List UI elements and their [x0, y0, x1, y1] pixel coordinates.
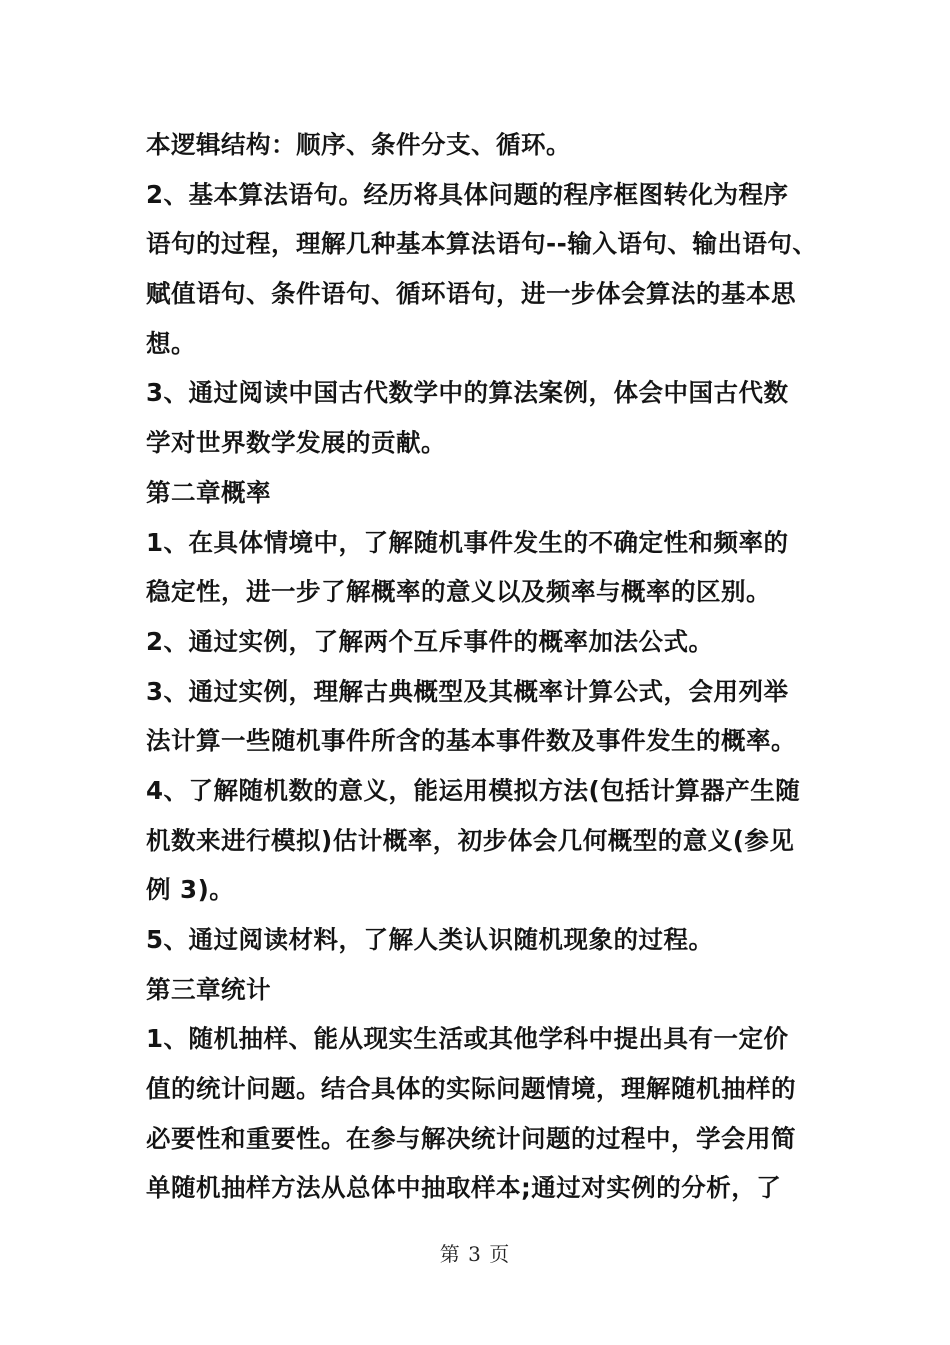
text-line: 语句的过程，理解几种基本算法语句--输入语句、输出语句、 [146, 229, 818, 259]
text-line: 机数来进行模拟)估计概率，初步体会几何概型的意义(参见 [146, 825, 795, 855]
text-line: 3、通过阅读中国古代数学中的算法案例，体会中国古代数 [146, 378, 789, 408]
document-body [146, 120, 818, 1213]
text-line: 1、在具体情境中，了解随机事件发生的不确定性和频率的 [146, 527, 789, 557]
text-line: 单随机抽样方法从总体中抽取样本;通过对实例的分析，了 [146, 1173, 782, 1203]
text-line: 必要性和重要性。在参与解决统计问题的过程中，学会用简 [146, 1123, 796, 1153]
text-line: 2、基本算法语句。经历将具体问题的程序框图转化为程序 [146, 179, 789, 209]
page-number: 第 3 页 [439, 1242, 511, 1266]
text-line: 想。 [146, 328, 196, 358]
text-line: 赋值语句、条件语句、循环语句，进一步体会算法的基本思 [146, 279, 796, 309]
text-line: 法计算一些随机事件所含的基本事件数及事件发生的概率。 [146, 726, 796, 756]
text-line: 例 3)。 [146, 875, 235, 905]
text-line: 值的统计问题。结合具体的实际问题情境，理解随机抽样的 [146, 1074, 796, 1104]
text-line: 1、随机抽样、能从现实生活或其他学科中提出具有一定价 [146, 1024, 789, 1054]
text-line: 3、通过实例，理解古典概型及其概率计算公式，会用列举 [146, 676, 789, 706]
text-line: 4、了解随机数的意义，能运用模拟方法(包括计算器产生随 [146, 775, 801, 805]
text-line: 稳定性，进一步了解概率的意义以及频率与概率的区别。 [146, 577, 771, 607]
text-line: 学对世界数学发展的贡献。 [146, 428, 446, 458]
text-line: 2、通过实例，了解两个互斥事件的概率加法公式。 [146, 626, 714, 656]
text-line: 5、通过阅读材料，了解人类认识随机现象的过程。 [146, 925, 714, 954]
chapter-heading: 第二章概率 [146, 477, 271, 507]
text-line: 本逻辑结构：顺序、条件分支、循环。 [146, 130, 571, 159]
chapter-heading: 第三章统计 [146, 974, 271, 1004]
